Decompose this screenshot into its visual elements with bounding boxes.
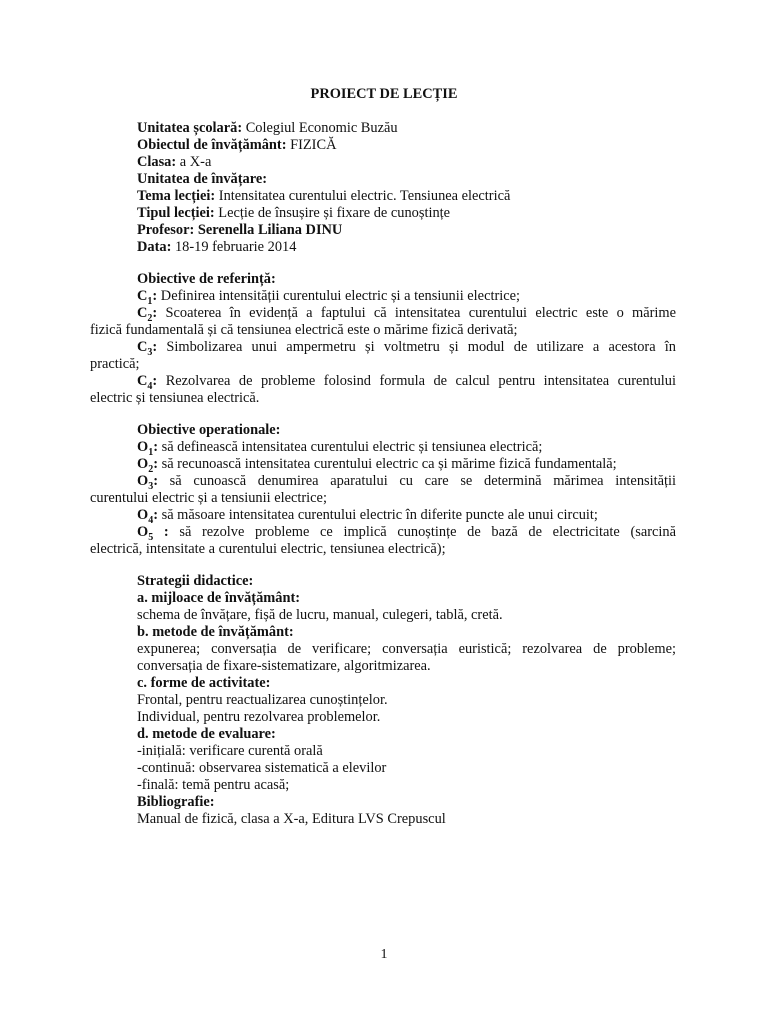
objective-o2 [90,456,676,473]
strategy-evaluation-text: -continuă: observarea sistematică a elevilor [137,760,387,776]
strategy-means-text: schema de învățare, fișă de lucru, manual, culegeri, tablă, cretă. [137,607,503,623]
objective-o3-cont: curentului electric și a tensiunii electrice; [90,490,327,506]
header-label: Unitatea de învățare: [137,171,268,187]
objective-code: $O_4$: [137,507,158,526]
operational-objectives [90,422,676,558]
objective-o5-cont: electrică, intensitate a curentului electric, tensiunea electrică); [90,541,446,557]
bibliography-heading: Bibliografie: [137,794,215,810]
section-heading: Strategii didactice: [137,573,254,589]
strategy-methods-text: conversația de fixare-sistematizare, algoritmizarea. [137,658,431,674]
header-value: 18-19 februarie 2014 [171,239,297,255]
objective-c2 [90,305,676,322]
objective-code: $O_2$: [137,456,158,475]
header-teacher [90,222,676,239]
objective-code: $C_3$: [137,339,158,356]
header-label: Obiectul de învățământ: [137,137,287,153]
header-label: Tema lecției: [137,188,216,204]
header-school [90,120,676,137]
objective-text: Simbolizarea unui ampermetru și voltmetru și modul de utilizare a acestora în [157,339,676,355]
strategy-evaluation-label: d. metode de evaluare: [137,726,276,742]
reference-objectives [90,271,676,407]
objective-o4 [90,507,676,524]
header-value: a X-a [176,154,212,170]
objective-text: Definirea intensității curentului electric și a tensiunii electrice; [157,288,521,304]
header-subject [90,137,676,154]
objective-text: Scoaterea în evidență a faptului că intensitatea curentului electric este o mărime [157,305,676,321]
lesson-header [90,120,676,256]
objective-text: să cunoască denumirea aparatului cu care se determină mărimea intensității [158,473,676,489]
strategy-methods-text: expunerea; conversația de verificare; conversația euristică; rezolvarea de probleme; [137,641,676,657]
objective-code: $C_1$: [137,288,158,307]
strategy-forms-text: Individual, pentru rezolvarea problemelor. [137,709,381,725]
strategy-means-label: a. mijloace de învățământ: [137,590,301,606]
bibliography-text: Manual de fizică, clasa a X-a, Editura LVS Crepuscul [137,811,446,827]
objective-c2-cont: fizică fundamentală și că tensiunea electrică este o mărime fizică derivată; [90,322,518,338]
header-label: Clasa: [137,154,177,170]
document-title: PROIECT DE LECȚIE [310,86,458,102]
objective-code: $O_3$: [137,473,158,490]
strategy-evaluation-text: -inițială: verificare curentă orală [137,743,323,759]
strategy-forms-label: c. forme de activitate: [137,675,271,691]
header-value: Serenella Liliana DINU [194,222,343,238]
objective-text: să recunoască intensitatea curentului electric ca și mărime fizică fundamentală; [158,456,617,472]
strategy-forms-text: Frontal, pentru reactualizarea cunoștințelor. [137,692,388,708]
header-label: Unitatea școlară: [137,120,243,136]
header-value: Colegiul Economic Buzău [242,120,398,136]
teaching-strategies [90,573,676,828]
header-label: Profesor: [137,222,195,238]
objective-text: să rezolve probleme ce implică cunoștințe de bază de electricitate (sarcină [168,524,676,540]
objective-c3 [90,339,676,356]
header-date [90,239,676,256]
strategy-evaluation-text: -finală: temă pentru acasă; [137,777,290,793]
header-value: Intensitatea curentului electric. Tensiunea electrică [215,188,511,204]
page-number: 1 [380,947,388,962]
strategy-methods-label: b. metode de învățământ: [137,624,294,640]
header-class [90,154,676,171]
objective-code: $O_5$ : [137,524,169,541]
header-topic [90,188,676,205]
objective-code: $O_1$: [137,439,158,458]
header-value: FIZICĂ [286,137,337,153]
objective-text: Rezolvarea de probleme folosind formula de calcul pentru intensitatea curentului [157,373,676,389]
objective-o5 [90,524,676,541]
header-label: Data: [137,239,172,255]
header-label: Tipul lecției: [137,205,215,221]
objective-c3-cont: practică; [90,356,140,372]
objective-c4-cont: electric și tensiunea electrică. [90,390,260,406]
objective-c4 [90,373,676,390]
objective-code: $C_4$: [137,373,158,390]
objective-o3 [90,473,676,490]
objective-o1 [90,439,676,456]
objective-c1 [90,288,676,305]
objective-text: să măsoare intensitatea curentului electric în diferite puncte ale unui circuit; [158,507,598,523]
section-heading: Obiective operationale: [137,422,281,438]
header-value: Lecție de însușire și fixare de cunoștințe [214,205,451,221]
header-type [90,205,676,222]
objective-text: să definească intensitatea curentului electric și tensiunea electrică; [158,439,543,455]
objective-code: $C_2$: [137,305,158,322]
header-unit [90,171,676,188]
section-heading: Obiective de referință: [137,271,276,287]
